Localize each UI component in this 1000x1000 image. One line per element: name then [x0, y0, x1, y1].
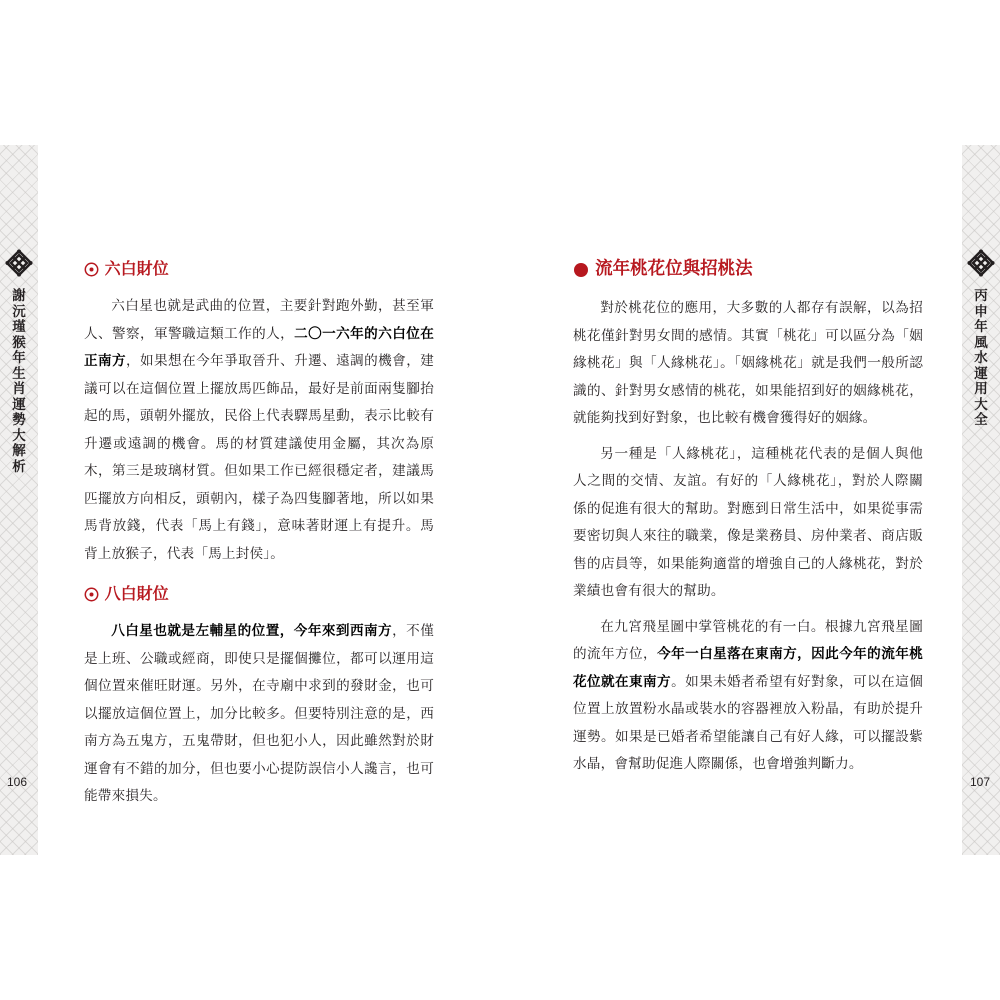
body-text: 六白星也就是武曲的位置，主要針對跑外勤，甚至軍人、警察，軍警職這類工作的人， [84, 298, 434, 342]
chapter-heading-text: 流年桃花位與招桃法 [595, 259, 753, 279]
paragraph [84, 293, 434, 568]
body-text: ，不僅是上班、公職或經商，即使只是擺個攤位，都可以運用這個位置來催旺財運。另外，在寺廟中求到的發財金，也可以擺放這個位置上，加分比較多。但要特別注意的是，西南方為五鬼方，五鬼帶財，但也犯小人，因此雖然對於財運會有不錯的加分，但也要小心提防誤信小人讒言，也可能帶來損失。 [84, 623, 434, 804]
endless-knot-icon [967, 249, 995, 277]
right-page-number: 107 [969, 775, 990, 789]
body-text: 在九宮飛星圖中掌管桃花的有一白。根據九宮飛星圖的流年方位， [573, 618, 923, 662]
paragraph [573, 295, 923, 433]
body-text: 對於桃花位的應用，大多數的人都存有誤解，以為招桃花僅針對男女間的感情。其實「桃花」可以區分為「姻緣桃花」與「人緣桃花」。「姻緣桃花」就是我們一般所認識的、針對男女感情的桃花，如果能招到好的姻緣桃花，就能夠找到好對象，也比較有機會獲得好的姻緣。 [573, 300, 923, 426]
paragraph [573, 614, 923, 779]
body-text: 。如果未婚者希望有好對象，可以在這個位置上放置粉水晶或裝水的容器裡放入粉晶，有助於提升運勢。如果是已婚者希望能讓自己有好人緣，可以擺設紫水晶，會幫助促進人際關係，也會增強判斷力。 [573, 673, 923, 772]
body-text: 另一種是「人緣桃花」，這種桃花代表的是個人與他人之間的交情、友誼。有好的「人緣桃花」，對於人際關係的促進有很大的幫助。對應到日常生活中，如果從事需要密切與人來往的職業，像是業務員、房仲業者、商店販售的店員等，如果能夠適當的增強自己的人緣桃花，對於業績也會有很大的幫助。 [573, 445, 923, 599]
circle-dot-icon [84, 587, 99, 602]
section-heading [84, 582, 434, 606]
right-side-strip [962, 145, 1000, 855]
endless-knot-icon [5, 249, 33, 277]
left-side-strip [0, 145, 38, 855]
paragraph [84, 618, 434, 811]
left-page-body [84, 257, 434, 819]
body-text: ，如果想在今年爭取晉升、升遷、遠調的機會，建議可以在這個位置上擺放馬匹飾品，最好是前面兩隻腳抬起的馬，頭朝外擺放，民俗上代表驛馬星動，表示比較有升遷或遠調的機會。馬的材質建議使用金屬，其次為原木，第三是玻璃材質。但如果工作已經很穩定者，建議馬匹擺放方向相反，頭朝內，樣子為四隻腳著地，所以如果馬背放錢，代表「馬上有錢」，意味著財運上有提升。馬背上放猴子，代表「馬上封侯」。 [84, 353, 434, 562]
circle-dot-icon [84, 262, 99, 277]
filled-circle-icon [573, 262, 589, 278]
paragraph [573, 441, 923, 606]
right-side-title: 丙申年風水運用大全 [974, 288, 988, 428]
chapter-heading [573, 257, 923, 281]
section-heading-text: 六白財位 [104, 259, 169, 278]
right-page-body [573, 257, 923, 787]
emphasis-text: 八白星也就是左輔星的位置，今年來到西南方 [111, 623, 393, 639]
section-heading-text: 八白財位 [104, 584, 169, 603]
left-page-number: 106 [7, 775, 28, 789]
left-side-title: 謝沅瑾猴年生肖運勢大解析 [12, 288, 26, 475]
emphasis-text: 今年一白星落在東南方，因此今年的流年桃花位就在東南方 [573, 646, 923, 690]
emphasis-text: 二〇一六年的六白位在正南方 [84, 325, 435, 369]
section-heading [84, 257, 434, 281]
